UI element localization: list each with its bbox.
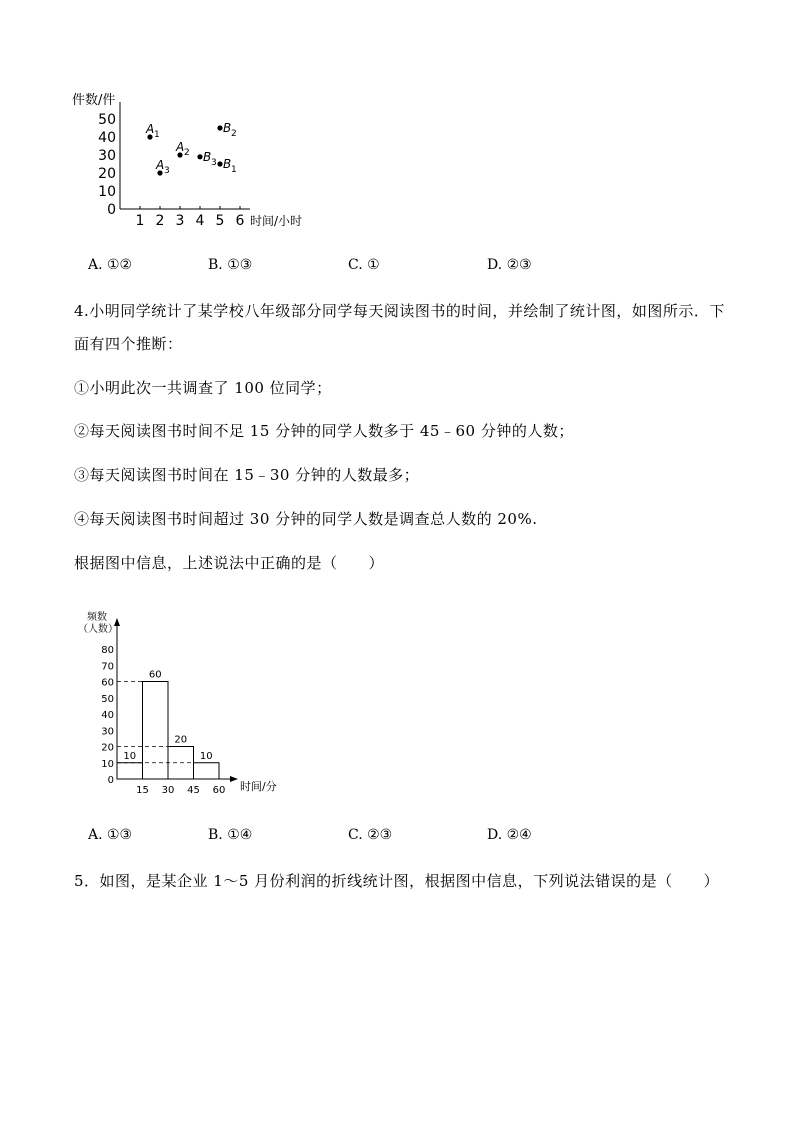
x-tick-label: 2 (155, 213, 165, 229)
q5-stem: 5．如图，是某企业 1～5 月份利润的折线统计图，根据图中信息，下列说法错误的是（ ） (74, 872, 720, 890)
q4-option-a: A. ①③ (88, 827, 133, 843)
bar-value-label: 10 (123, 750, 137, 762)
point-label: B (203, 149, 212, 164)
histogram-bar (117, 763, 143, 779)
y-tick-label: 10 (101, 758, 114, 770)
q4-stem-line1: 4.小明同学统计了某学校八年级部分同学每天阅读图书的时间，并绘制了统计图，如图所示．下 (74, 302, 725, 320)
x-axis-label: 时间/小时 (250, 214, 303, 228)
q4-question: 根据图中信息，上述说法中正确的是（ ） (74, 554, 385, 572)
point-label: A (176, 140, 185, 154)
scatter-point (217, 125, 222, 130)
y-tick-label: 80 (101, 645, 114, 656)
x-tick-label: 60 (212, 785, 226, 796)
scatter-chart (60, 88, 350, 238)
y-tick-label: 40 (98, 130, 116, 146)
y-tick-label: 30 (101, 726, 114, 738)
q4-statement-4: ④每天阅读图书时间超过 30 分钟的同学人数是调查总人数的 20%. (74, 510, 538, 528)
x-axis-arrow (230, 776, 238, 782)
y-tick-label: 30 (98, 148, 116, 164)
q4-option-d: D. ②④ (487, 827, 532, 843)
y-axis-label: （人数） (78, 624, 118, 635)
point-label: B (223, 157, 232, 171)
y-tick-label: 0 (107, 202, 116, 218)
histogram-chart (70, 604, 300, 800)
q4-statement-1: ①小明此次一共调查了 100 位同学； (74, 379, 332, 397)
x-tick-label: 6 (235, 213, 245, 229)
bar-value-label: 20 (174, 734, 188, 746)
histogram-bar (194, 763, 220, 779)
q4-option-b: B. ①④ (208, 827, 253, 843)
y-tick-label: 10 (98, 184, 116, 200)
point-label: B (223, 121, 232, 135)
histogram-bar (143, 682, 169, 780)
y-tick-label: 50 (98, 112, 116, 128)
y-tick-label: 70 (101, 661, 114, 673)
x-tick-label: 5 (215, 213, 225, 229)
bar-value-label: 60 (148, 669, 162, 681)
q4-option-c: C. ②③ (348, 827, 393, 843)
x-tick-label: 30 (161, 785, 175, 796)
y-tick-label: 20 (101, 742, 114, 754)
x-tick-label: 4 (195, 213, 205, 229)
point-label-subscript: 2 (184, 148, 190, 158)
point-label: A (146, 122, 155, 136)
q4-stem-line2: 面有四个推断： (74, 335, 183, 353)
scatter-point (197, 154, 202, 159)
point-label-subscript: 3 (164, 166, 170, 176)
bar-value-label: 10 (199, 750, 213, 762)
x-tick-label: 1 (135, 213, 145, 229)
q4-statement-3: ③每天阅读图书时间在 15﹣30 分钟的人数最多； (74, 466, 420, 484)
y-axis-label: 频数 (87, 612, 107, 623)
point-label-subscript: 3 (211, 157, 217, 168)
y-tick-label: 50 (101, 693, 114, 705)
y-tick-label: 20 (98, 166, 116, 182)
q3-option-d: D. ②③ (487, 257, 532, 273)
q3-option-c: C. ① (348, 257, 380, 273)
point-label-subscript: 2 (231, 129, 237, 139)
scatter-point (217, 161, 222, 166)
y-tick-label: 40 (101, 710, 114, 721)
point-label-subscript: 1 (154, 130, 160, 140)
y-tick-label: 0 (107, 775, 114, 786)
point-label: A (156, 158, 165, 172)
y-axis-label: 件数/件 (72, 93, 116, 108)
q3-option-b: B. ①③ (208, 257, 253, 273)
y-tick-label: 60 (101, 677, 114, 689)
x-tick-label: 45 (187, 785, 200, 796)
q4-statement-2: ②每天阅读图书时间不足 15 分钟的同学人数多于 45﹣60 分钟的人数； (74, 422, 574, 440)
q3-option-a: A. ①② (88, 257, 133, 273)
point-label-subscript: 1 (231, 165, 237, 175)
x-tick-label: 15 (136, 785, 149, 796)
x-axis-label: 时间/分 (240, 780, 277, 793)
x-tick-label: 3 (175, 213, 185, 229)
